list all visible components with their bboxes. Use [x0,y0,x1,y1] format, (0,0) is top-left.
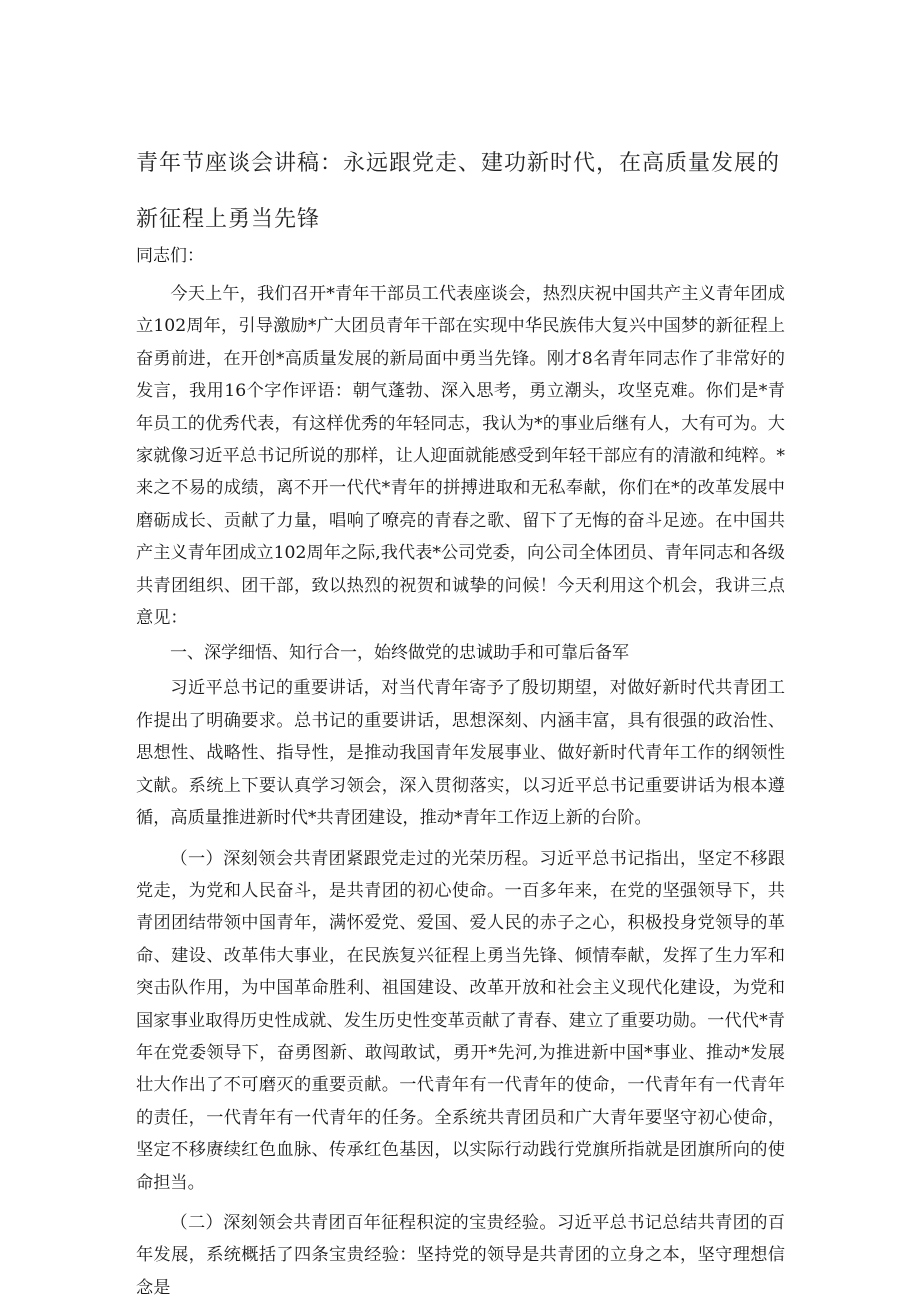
section-heading-1: 一、深学细悟、知行合一，始终做党的忠诚助手和可靠后备军 [170,643,629,664]
paragraph-subsection-1: （一）深刻领会共青团紧跟党走过的光荣历程。习近平总书记指出，坚定不移跟党走，为党和人民奋斗，是共青团的初心使命。一百多年来，在党的坚强领导下，共青团团结带领中国青年，满怀爱党、爱国、爱人民的赤子之心，积极投身党领导的革命、建设、改革伟大事业，在民族复兴征程上勇当先锋、倾情奉献，发挥了生力军和突击队作用，为中国革命胜利、祖国建设、改革开放和社会主义现代化建设，为党和国家事业取得历史性成就、发生历史性变革贡献了青春、建立了重要功勋。一代代*青年在党委领导下，奋勇图新、敢闯敢试，勇开*先河,为推进新中国*事业、推动*发展壮大作出了不可磨灭的重要贡献。一代青年有一代青年的使命，一代青年有一代青年的责任，一代青年有一代青年的任务。全系统共青团员和广大青年要坚守初心使命，坚定不移赓续红色血脉、传承红色基因，以实际行动践行党旗所指就是团旗所向的使命担当。 [136,848,785,1193]
document-title: 青年节座谈会讲稿：永远跟党走、建功新时代，在高质量发展的新征程上勇当先锋 [136,151,781,232]
salutation: 同志们： [136,246,204,266]
paragraph-opening: 今天上午，我们召开*青年干部员工代表座谈会，热烈庆祝中国共产主义青年团成立102周年，引导激励*广大团员青年干部在实现中华民族伟大复兴中国梦的新征程上奋勇前进，在开创*高质量发展的新局面中勇当先锋。刚才8名青年同志作了非常好的发言，我用16个字作评语：朝气蓬勃、深入思考，勇立潮头，攻坚克难。你们是*青年员工的优秀代表，有这样优秀的年轻同志，我认为*的事业后继有人，大有可为。大家就像习近平总书记所说的那样，让人迎面就能感受到年轻干部应有的清澈和纯粹。*来之不易的成绩，离不开一代代*青年的拼搏进取和无私奉献，你们在*的改革发展中磨砺成长、贡献了力量，唱响了嘹亮的青春之歌、留下了无悔的奋斗足迹。在中国共产主义青年团成立102周年之际,我代表*公司党委，向公司全体团员、青年同志和各级共青团组织、团干部，致以热烈的祝贺和诚挚的问候！今天利用这个机会，我讲三点意见： [136,284,785,629]
document-body [136,278,785,1304]
paragraph-subsection-2: （二）深刻领会共青团百年征程积淀的宝贵经验。习近平总书记总结共青团的百年发展，系统概括了四条宝贵经验：坚持党的领导是共青团的立身之本，坚守理想信念是 [136,1212,785,1298]
paragraph-section-1-intro: 习近平总书记的重要讲话，对当代青年寄予了殷切期望，对做好新时代共青团工作提出了明确要求。总书记的重要讲话，思想深刻、内涵丰富，具有很强的政治性、思想性、战略性、指导性，是推动我国青年发展事业、做好新时代青年工作的纲领性文献。系统上下要认真学习领会，深入贯彻落实，以习近平总书记重要讲话为根本遵循，高质量推进新时代*共青团建设，推动*青年工作迈上新的台阶。 [136,678,785,829]
